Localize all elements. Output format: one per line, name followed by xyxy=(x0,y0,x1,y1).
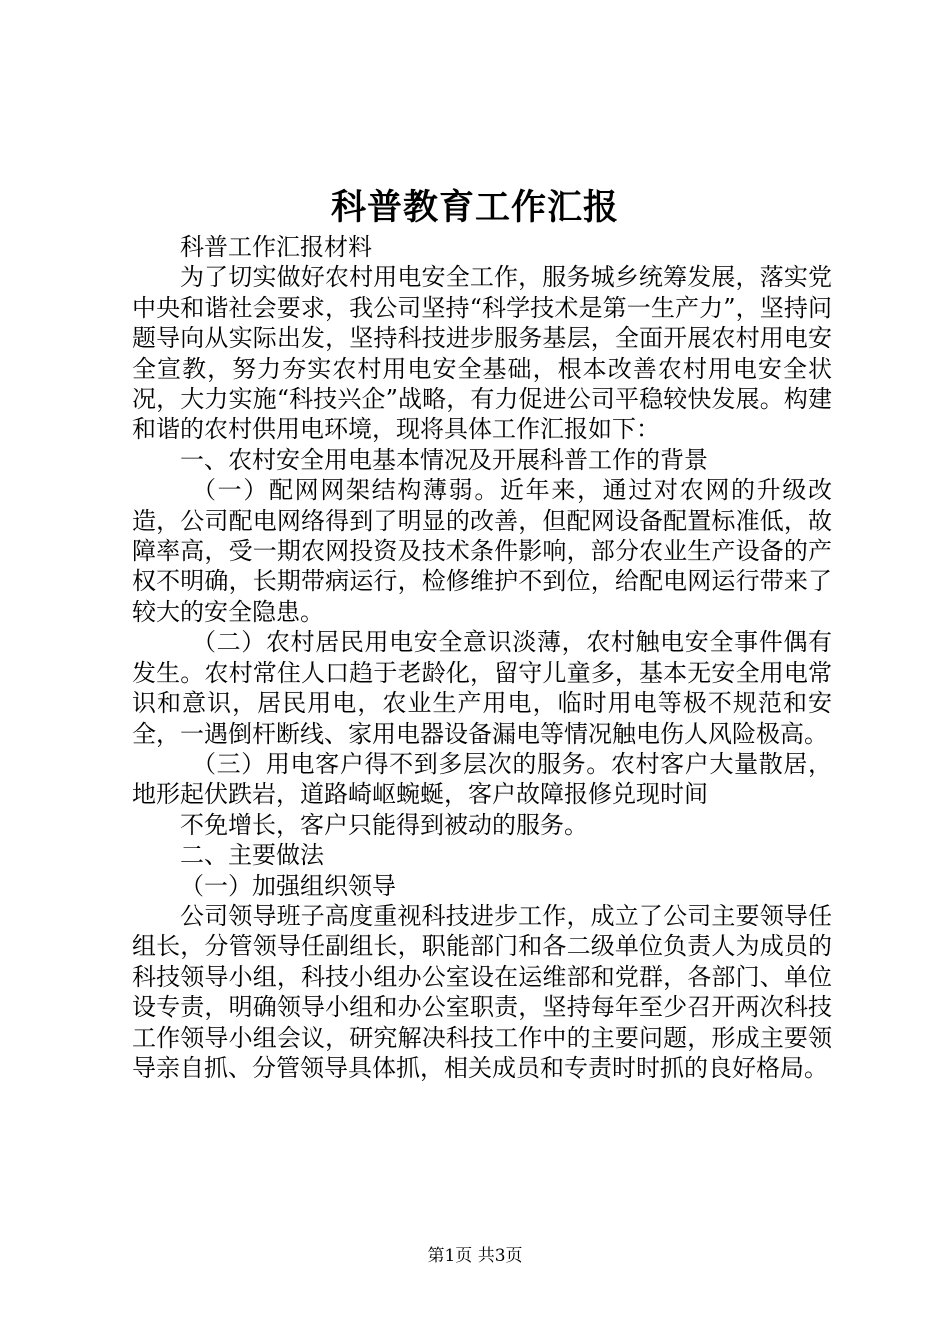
section-heading-1: 一、农村安全用电基本情况及开展科普工作的背景 xyxy=(180,445,708,474)
subtitle-paragraph: 科普工作汇报材料 xyxy=(180,233,372,261)
section-heading-2: 二、主要做法 xyxy=(180,841,324,870)
paragraph-organization: 公司领导班子高度重视科技进步工作，成立了公司主要领导任组长，分管领导任副组长，职能部门和各二级单位负责人为成员的科技领导小组，科技小组办公室设在运维部和党群，各部门、单位设专责，明确领导小组和办公室职责，坚持每年至少召开两次科技工作领导小组会议，研究解决科技工作中的主要问题，形成主要领导亲自抓、分管领导具体抓，相关成员和专责时时抓的良好格局。 xyxy=(132,901,832,1082)
document-title: 科普教育工作汇报 xyxy=(330,187,619,228)
paragraph-item-2: （二）农村居民用电安全意识淡薄，农村触电安全事件偶有发生。农村常住人口趋于老龄化，留守儿童多，基本无安全用电常识和意识，居民用电，农业生产用电，临时用电等极不规范和安全，一遇倒杆断线、家用电器设备漏电等情况触电伤人风险极高。 xyxy=(132,628,832,748)
subsection-heading: （一）加强组织领导 xyxy=(180,871,396,900)
paragraph-item-3: （三）用电客户得不到多层次的服务。农村客户大量散居，地形起伏跌岩，道路崎岖蜿蜒，客户故障报修兑现时间 xyxy=(132,749,832,809)
document-body xyxy=(132,232,832,1083)
page-number-footer: 第1页 共3页 xyxy=(427,1246,523,1266)
intro-paragraph: 为了切实做好农村用电安全工作，服务城乡统筹发展，落实党中央和谐社会要求，我公司坚持“科学技术是第一生产力”，坚持问题导向从实际出发，坚持科技进步服务基层，全面开展农村用电安全宣教，努力夯实农村用电安全基础，根本改善农村用电安全状况，大力实施“科技兴企”战略，有力促进公司平稳较快发展。构建和谐的农村供用电环境，现将具体工作汇报如下： xyxy=(132,263,832,444)
paragraph-continuation: 不免增长，客户只能得到被动的服务。 xyxy=(180,810,588,839)
paragraph-item-1: （一）配网网架结构薄弱。近年来，通过对农网的升级改造，公司配电网络得到了明显的改善，但配网设备配置标准低，故障率高，受一期农网投资及技术条件影响，部分农业生产设备的产权不明确，长期带病运行，检修维护不到位，给配电网运行带来了较大的安全隐患。 xyxy=(132,476,832,626)
